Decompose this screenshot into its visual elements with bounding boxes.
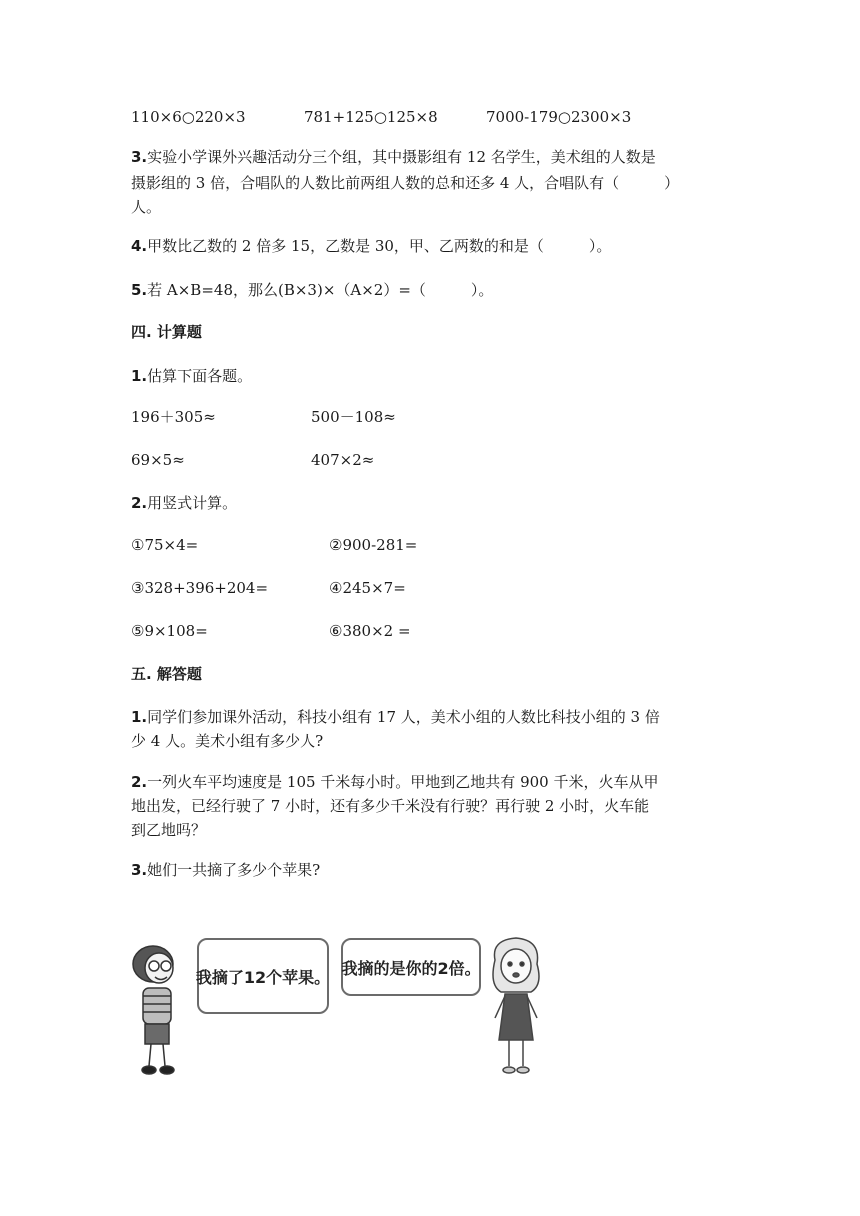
vertical-calc-item: ①75×4= — [131, 536, 199, 554]
vertical-calc-item: ④245×7= — [329, 579, 406, 597]
problem-1-line-1: 1.同学们参加课外活动，科技小组有 17 人，美术小组的人数比科技小组的 3 倍 — [131, 708, 660, 726]
question-3-line-3: 人。 — [131, 198, 162, 216]
vertical-calc-item: ⑥380×2 = — [329, 622, 411, 640]
comparison-1: 110×6○220×3 — [131, 108, 246, 126]
comparison-2: 781+125○125×8 — [304, 108, 438, 126]
estimate-item: 407×2≈ — [311, 451, 375, 469]
problem-2-line-3: 到乙地吗？ — [131, 821, 207, 839]
question-number: 5. — [131, 281, 148, 299]
section-5-title: 五. 解答题 — [131, 665, 202, 683]
question-5: 5.若 A×B=48，那么(B×3)×（A×2）=（ ）。 — [131, 281, 494, 299]
vertical-calc-item: ⑤9×108= — [131, 622, 208, 640]
apple-picking-illustration — [125, 930, 555, 1080]
section-4-title: 四. 计算题 — [131, 323, 202, 341]
problem-3: 3.她们一共摘了多少个苹果? — [131, 861, 321, 879]
problem-1-line-2: 少 4 人。美术小组有多少人? — [131, 732, 324, 750]
section-4-sub-1: 1.估算下面各题。 — [131, 367, 253, 385]
comparison-3: 7000-179○2300×3 — [486, 108, 632, 126]
estimate-item: 69×5≈ — [131, 451, 185, 469]
problem-2-line-2: 地出发，已经行驶了 7 小时，还有多少千米没有行驶？再行驶 2 小时，火车能 — [131, 797, 650, 815]
estimate-item: 196＋305≈ — [131, 408, 216, 426]
vertical-calc-item: ③328+396+204= — [131, 579, 269, 597]
question-4: 4.甲数比乙数的 2 倍多 15，乙数是 30，甲、乙两数的和是（ ）。 — [131, 237, 612, 255]
vertical-calc-item: ②900-281= — [329, 536, 418, 554]
question-3-line-2: 摄影组的 3 倍，合唱队的人数比前两组人数的总和还多 4 人，合唱队有（ ） — [131, 174, 680, 192]
speech-bubble-left: 我摘了12个苹果。 — [197, 938, 329, 1014]
section-4-sub-2: 2.用竖式计算。 — [131, 494, 238, 512]
speech-bubble-right: 我摘的是你的2倍。 — [341, 938, 481, 996]
question-number: 3. — [131, 148, 148, 166]
question-3-line-1: 3.实验小学课外兴趣活动分三个组，其中摄影组有 12 名学生，美术组的人数是 — [131, 148, 656, 166]
question-number: 4. — [131, 237, 148, 255]
problem-2-line-1: 2.一列火车平均速度是 105 千米每小时。甲地到乙地共有 900 千米，火车从甲 — [131, 773, 659, 791]
estimate-item: 500－108≈ — [311, 408, 396, 426]
girl-left-figure — [125, 930, 185, 1080]
girl-right-figure — [481, 930, 551, 1080]
